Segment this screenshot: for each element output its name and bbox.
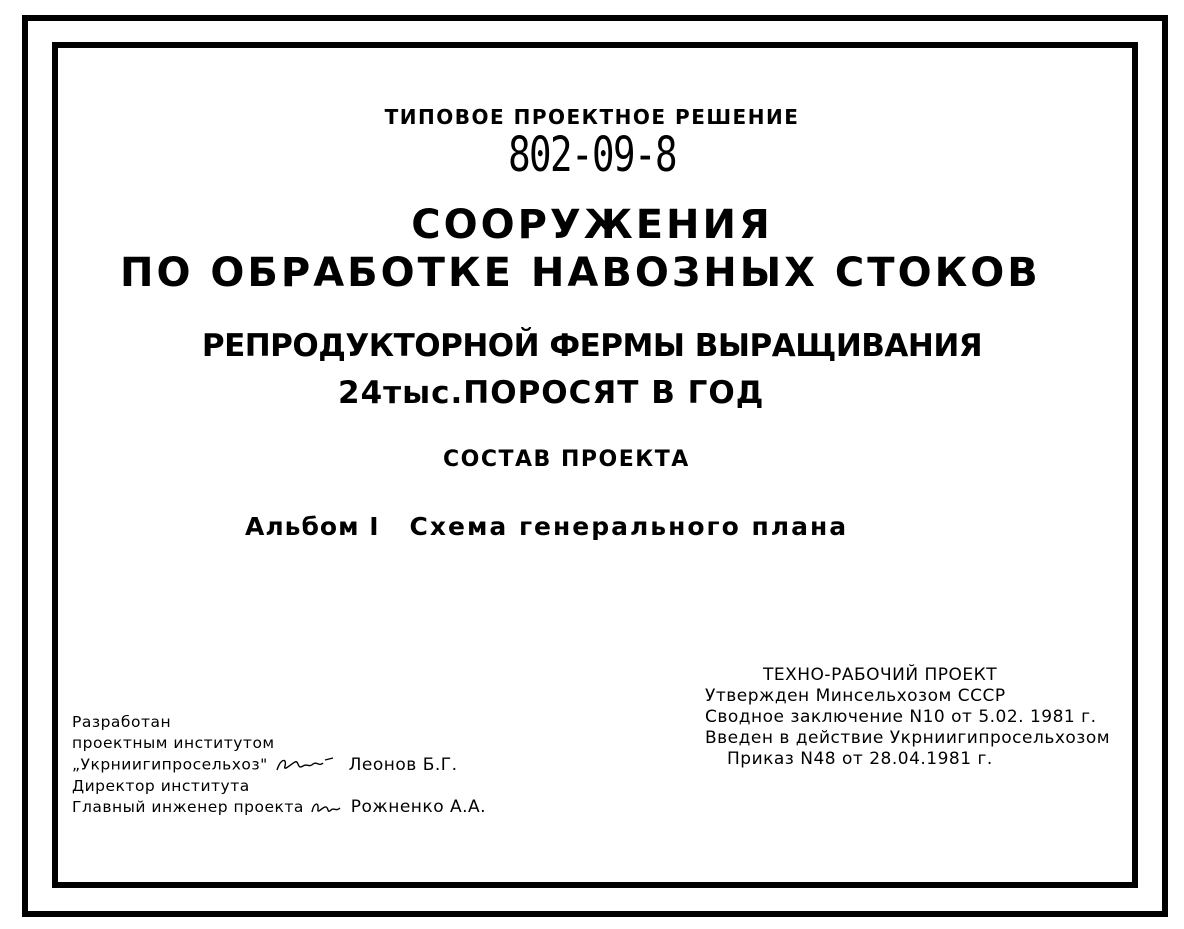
album-label: Альбом I [245, 512, 380, 541]
project-type-caption: ТИПОВОЕ ПРОЕКТНОЕ РЕШЕНИЕ [384, 105, 800, 129]
album-entry [245, 512, 848, 541]
project-code: 802-09-8 [508, 127, 676, 183]
album-title: Схема генерального плана [409, 512, 849, 541]
title-line-3: РЕПРОДУКТОРНОЙ ФЕРМЫ ВЫРАЩИВАНИЯ [201, 328, 983, 364]
developer-line-2: проектным институтом [72, 734, 275, 752]
chief-engineer-name: Рожненко А.А. [350, 797, 487, 817]
developer-line-1: Разработан [72, 713, 172, 731]
approval-line-1: ТЕХНО-РАБОЧИЙ ПРОЕКТ [763, 665, 998, 685]
composition-heading: СОСТАВ ПРОЕКТА [443, 447, 690, 472]
director-name: Леонов Б.Г. [348, 754, 458, 775]
director-label: Директор института [72, 777, 250, 795]
developer-line-3 [72, 754, 486, 776]
approval-block [705, 665, 1110, 770]
title-line-1: СООРУЖЕНИЯ [411, 202, 773, 248]
approval-line-2: Утвержден Минсельхозом СССР [705, 686, 1006, 706]
director-signature-icon [273, 754, 335, 776]
chief-engineer-line [72, 797, 486, 818]
chief-signature-icon [309, 798, 345, 818]
title-line-2: ПО ОБРАБОТКЕ НАВОЗНЫХ СТОКОВ [120, 250, 1041, 296]
approval-line-3: Сводное заключение N10 от 5.02. 1981 г. [705, 707, 1097, 727]
approval-line-4: Введен в действие Укрниигипросельхозом [705, 728, 1111, 748]
chief-engineer-label: Главный инженер проекта [72, 798, 304, 816]
approval-line-5: Приказ N48 от 28.04.1981 г. [727, 749, 993, 769]
developer-block [72, 712, 486, 818]
institute-name: „Укрниигипросельхоз" [72, 755, 268, 774]
title-line-4: 24тыс.ПОРОСЯТ В ГОД [338, 375, 765, 411]
